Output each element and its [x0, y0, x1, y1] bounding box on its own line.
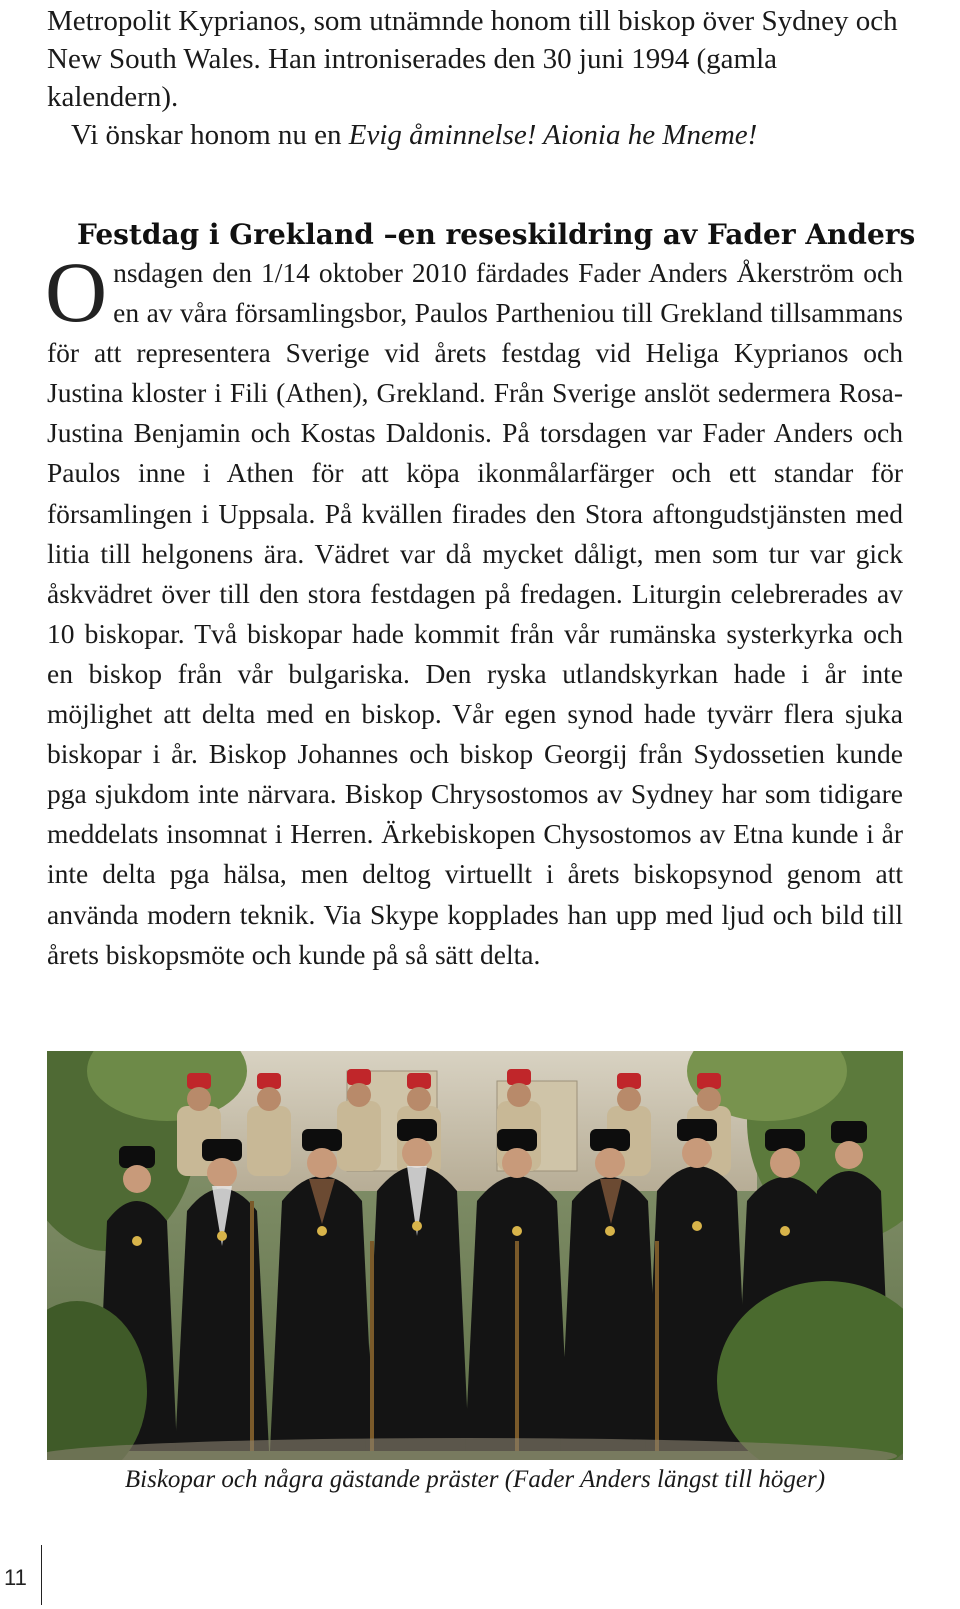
page-number: 11 — [0, 1545, 42, 1605]
group-photo — [47, 1051, 903, 1460]
intro-wish-prefix: Vi önskar honom nu en — [71, 119, 349, 151]
page-content — [45, 0, 916, 975]
drop-cap: O — [45, 244, 108, 340]
intro-wish-italic: Evig åminnelse! Aionia he Mneme! — [348, 119, 758, 151]
article-body — [45, 244, 903, 975]
intro-paragraph: Metropolit Kyprianos, som utnämnde honom till biskop över Sydney och New South Wales. Han introniserades den 30 juni 1994 (gamla kalendern). — [47, 5, 898, 113]
group-photo-image — [47, 1051, 903, 1460]
article-title: Festdag i Grekland –en reseskildring av Fader Anders — [77, 218, 916, 251]
article-body-text: nsdagen den 1/14 oktober 2010 färdades Fader Anders Åkerström och en av våra församlingsbor, Paulos Partheniou till Grekland tillsammans för att representera Sverige vid årets festdag vid Heliga Kyprianos och Justina kloster i Fili (Athen), Grekland. Från Sverige anslöt sedermera Rosa-Justina Benjamin och Kostas Daldonis. På torsdagen var Fader Anders och Paulos inne i Athen för att köpa ikonmålarfärger och ett standar för församlingen i Uppsala. På kvällen firades den Stora aftongudstjänsten med litia till helgonens ära. Vädret var då mycket dåligt, men som tur var gick åskvädret över till den stora festdagen på fredagen. Liturgin celebrerades av 10 biskopar. Två biskopar hade kommit från vår rumänska systerkyrka och en biskop från vår bulgariska. Den ryska utlandskyrkan hade i år inte möjlighet att delta med en biskop. Vår egen synod hade tyvärr flera sjuka biskopar i år. Biskop Johannes och biskop Georgij från Sydossetien kunde pga sjukdom inte närvara. Biskop Chrysostomos av Sydney har som tidigare meddelats insomnat i Herren. Ärkebiskopen Chysostomos av Etna kunde i år inte delta pga hälsa, men deltog virtuellt i årets biskopsynod genom att använda modern teknik. Via Skype kopplades han upp med ljud och bild till årets biskopsmöte och kunde på så sätt delta. — [47, 257, 903, 970]
photo-caption: Biskopar och några gästande präster (Fader Anders längst till höger) — [124, 1466, 826, 1493]
intro-section — [47, 2, 903, 154]
intro-wish — [47, 116, 903, 154]
